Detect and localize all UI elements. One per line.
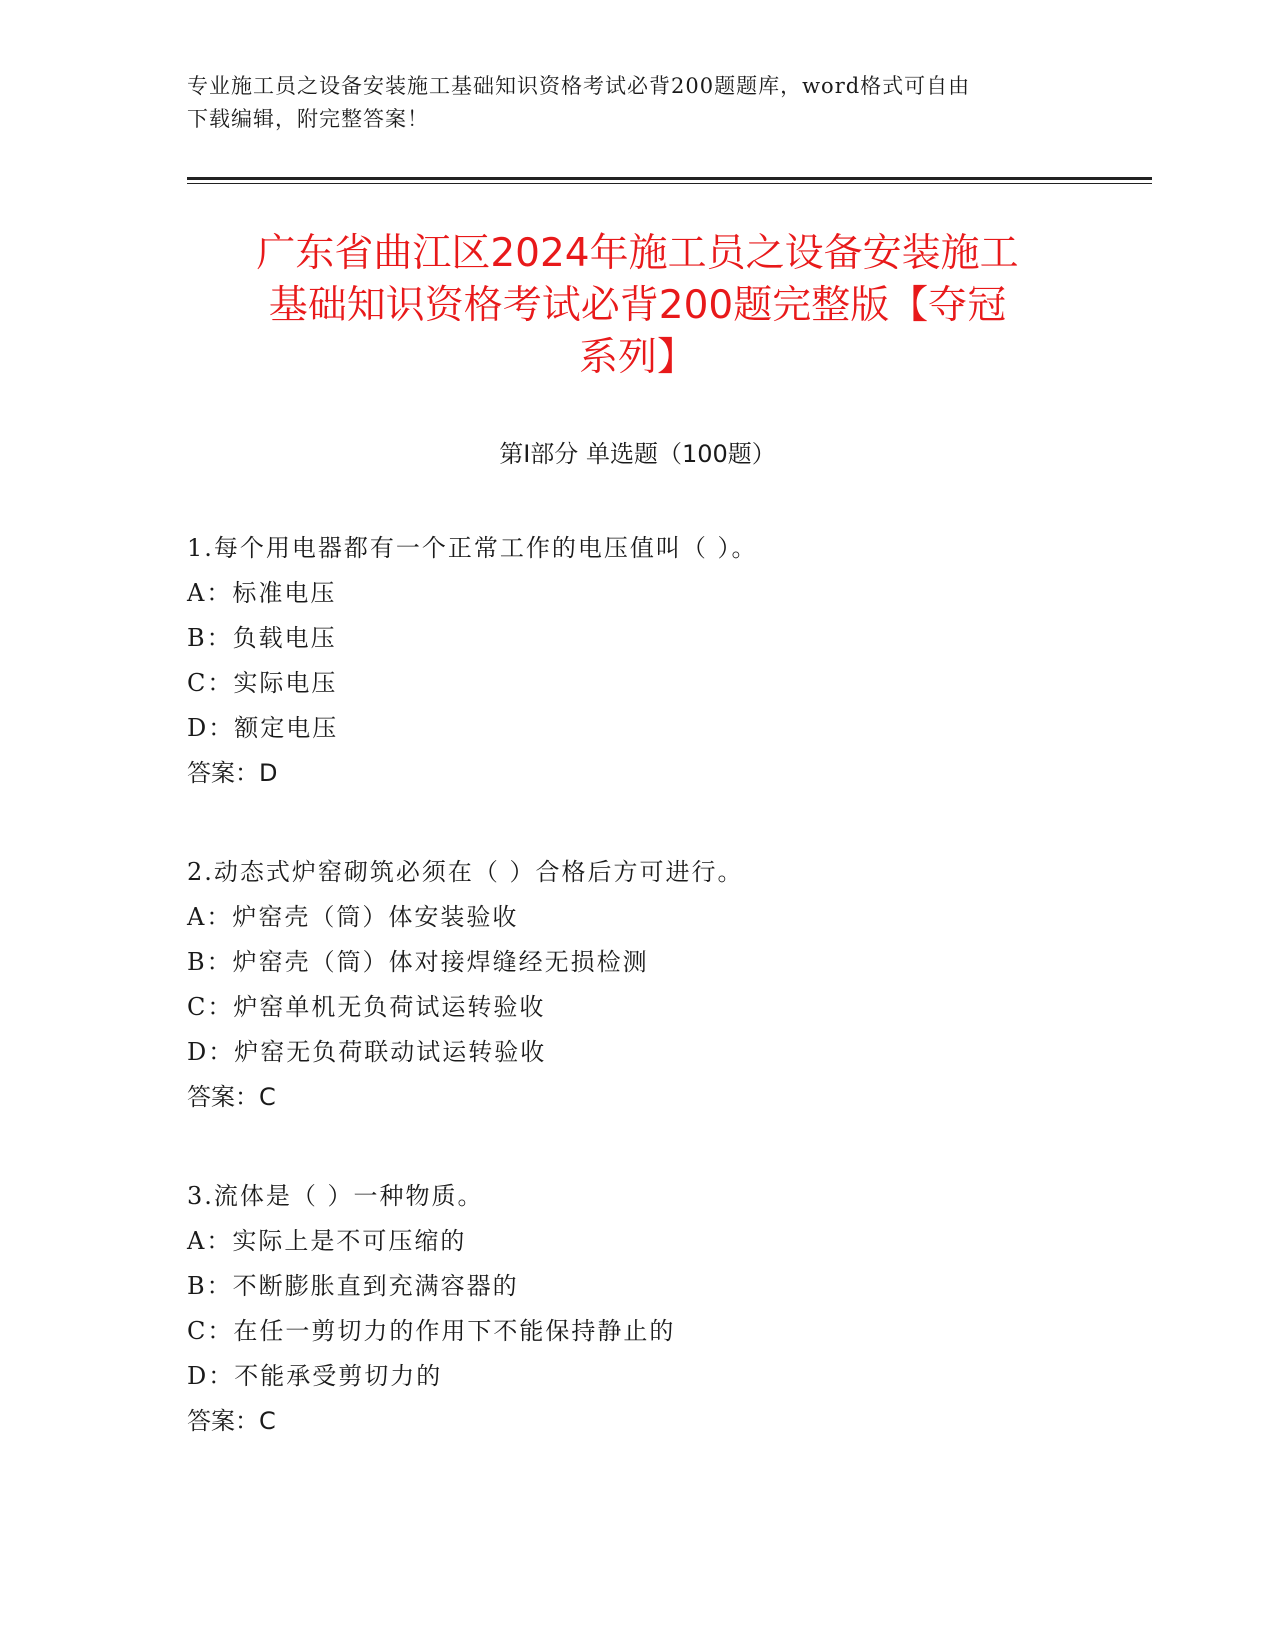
answer: 答案：D <box>187 759 278 787</box>
option-c: C：实际电压 <box>187 669 338 697</box>
document-title <box>140 228 1135 384</box>
answer: 答案：C <box>187 1083 276 1111</box>
title-line-2: 基础知识资格考试必背200题完整版【夺冠 <box>268 283 1007 328</box>
question-stem: 2.动态式炉窑砌筑必须在（ ）合格后方可进行。 <box>187 858 744 886</box>
header-rule-thin <box>187 183 1152 184</box>
header-note-line-1: 专业施工员之设备安装施工基础知识资格考试必背200题题库，word格式可自由 <box>187 74 971 98</box>
header-note-line-2: 下载编辑，附完整答案！ <box>187 107 429 131</box>
question-stem: 3.流体是（ ）一种物质。 <box>187 1182 484 1210</box>
option-b: B：炉窑壳（筒）体对接焊缝经无损检测 <box>187 948 649 976</box>
option-c: C：炉窑单机无负荷试运转验收 <box>187 993 546 1021</box>
question-stem: 1.每个用电器都有一个正常工作的电压值叫（ ）。 <box>187 534 758 562</box>
question-list <box>187 526 1147 1498</box>
question-item <box>187 850 1147 1120</box>
header-note <box>187 70 1087 136</box>
option-b: B：负载电压 <box>187 624 337 652</box>
option-d: D：额定电压 <box>187 714 339 742</box>
option-a: A：实际上是不可压缩的 <box>187 1227 467 1255</box>
option-a: A：标准电压 <box>187 579 337 607</box>
header-rule-thick <box>187 177 1152 180</box>
option-d: D：不能承受剪切力的 <box>187 1362 443 1390</box>
title-line-3: 系列】 <box>578 335 696 380</box>
option-c: C：在任一剪切力的作用下不能保持静止的 <box>187 1317 676 1345</box>
section-heading: 第I部分 单选题（100题） <box>499 440 776 468</box>
question-item <box>187 1174 1147 1444</box>
question-item <box>187 526 1147 796</box>
title-line-1: 广东省曲江区2024年施工员之设备安装施工 <box>256 231 1019 276</box>
option-d: D：炉窑无负荷联动试运转验收 <box>187 1038 547 1066</box>
option-a: A：炉窑壳（筒）体安装验收 <box>187 903 519 931</box>
option-b: B：不断膨胀直到充满容器的 <box>187 1272 519 1300</box>
answer: 答案：C <box>187 1407 276 1435</box>
